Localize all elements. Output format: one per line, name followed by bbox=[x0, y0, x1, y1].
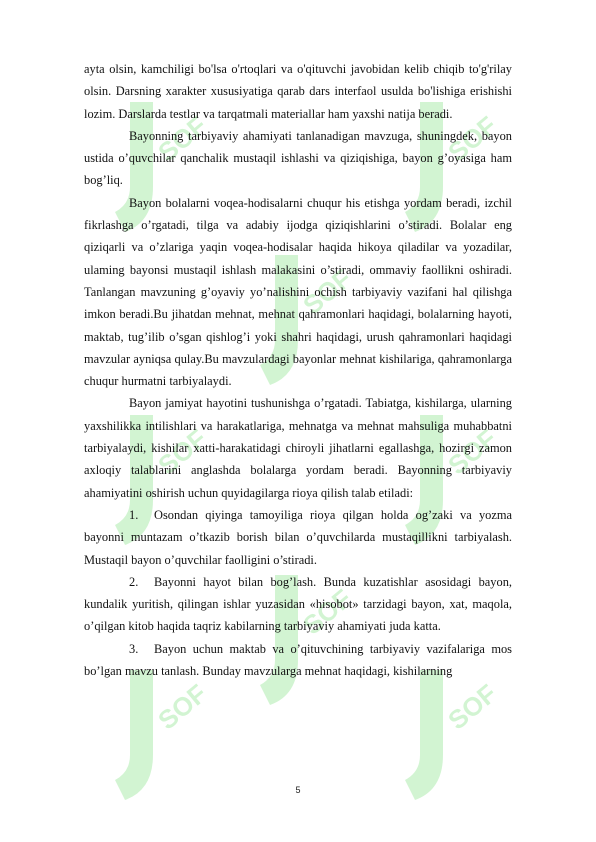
paragraph-continuation: ayta olsin, kamchiligi bo'lsa o'rtoqlari va o'qituvchi javobidan kelib chiqib to'g'rilay olsin. Darsning xarakter xususiyatiga qarab dars interfaol usulda bo'lishiga erishishi lozim. Darslarda testlar va tarqatmali materiallar ham yaxshi natija beradi. bbox=[84, 62, 512, 121]
list-item-text: Bayonni hayot bilan bog’lash. Bunda kuzatishlar asosidagi bayon, kundalik yuritish, qilingan ishlar yuzasidan «hisobot» tarzidagi bayon, xat, maqola, o’qilgan kitob haqida taqriz kabilarning tarbiyaviy ahamiyati juda katta. bbox=[84, 574, 512, 634]
document-body bbox=[84, 58, 512, 682]
watermark-text: SOF bbox=[152, 423, 213, 481]
list-item bbox=[84, 638, 512, 683]
watermark-text: SOF bbox=[152, 678, 213, 736]
list-item-number: 1. bbox=[129, 507, 139, 522]
page-number: 5 bbox=[295, 785, 301, 795]
list-item-number: 2. bbox=[129, 574, 139, 589]
watermark-text: SOF bbox=[152, 110, 213, 168]
list-item-text: Osondan qiyinga tamoyiliga rioya qilgan holda og’zaki va yozma bayonni muntazam o’tkazib borish bilan o’quvchilarda mustaqillikni tarbiyalash. Mustaqil bayon o’quvchilar faolligini o’stiradi. bbox=[84, 507, 512, 567]
watermark-text: SOF bbox=[442, 678, 503, 736]
watermark-text: SOF bbox=[442, 110, 503, 168]
list-item-number: 3. bbox=[129, 641, 139, 656]
list-item-text: Bayon uchun maktab va o’qituvchining tarbiyaviy vazifalariga mos bo’lgan mavzu tanlash. Bunday mavzularga mehnat haqidagi, kishilarning bbox=[84, 641, 512, 679]
list-item bbox=[84, 504, 512, 571]
paragraph: Bayon bolalarni voqea-hodisalarni chuqur his etishga yordam beradi, izchil fikrlashga o’rgatadi, tilga va adabiy ijodga qiziqishlarini o’stiradi. Bolalar eng qiziqarli va o’zlariga yaqin voqea-hodisalar haqida hikoya qiladilar va yozadilar, ulaming bayonsi mustaqil ishlash malakasini o’stiradi, ommaviy faollikni oshiradi. Tanlangan mavzuning g’oyaviy yo’nalishini ochish tarbiyaviy vazifani hal qilishga imkon beradi.Bu jihatdan mehnat, mehnat qahramonlari haqidagi, bolalarning hayoti, maktab, tug’ilib o’sgan qishlog’i yoki shahri haqidagi, urush qahramonlari haqidagi mavzular ayniqsa qulay.Bu mavzulardagi bayonlar mehnat kishilariga, qahramonlarga chuqur hurmatni tarbiyalaydi. bbox=[84, 195, 512, 389]
list-item bbox=[84, 571, 512, 641]
watermark-text: SOF bbox=[297, 263, 358, 321]
watermark-text: SOF bbox=[297, 583, 358, 641]
watermark-text: SOF bbox=[442, 423, 503, 481]
paragraph: Bayon jamiyat hayotini tushunishga o’rgatadi. Tabiatga, kishilarga, ularning yaxshilikka intilishlari va harakatlariga, mehnatga va mehnat mahsuliga muhabbatni tarbiyalaydi, kishilar xatti-harakatidagi chiroyli jihatlarni egallashga, hozirgi zamon axloqiy talablarini anglashda bolalarga yordam beradi. Bayonning tarbiyaviy ahamiyatini oshirish uchun quyidagilarga rioya qilish talab etiladi: bbox=[84, 396, 512, 500]
paragraph: Bayonning tarbiyaviy ahamiyati tanlanadigan mavzuga, shuningdek, bayon ustida o’quvchilar qanchalik mustaqil ishlashi va qiziqishiga, bayon g’oyasiga ham bog’liq. bbox=[84, 128, 512, 188]
